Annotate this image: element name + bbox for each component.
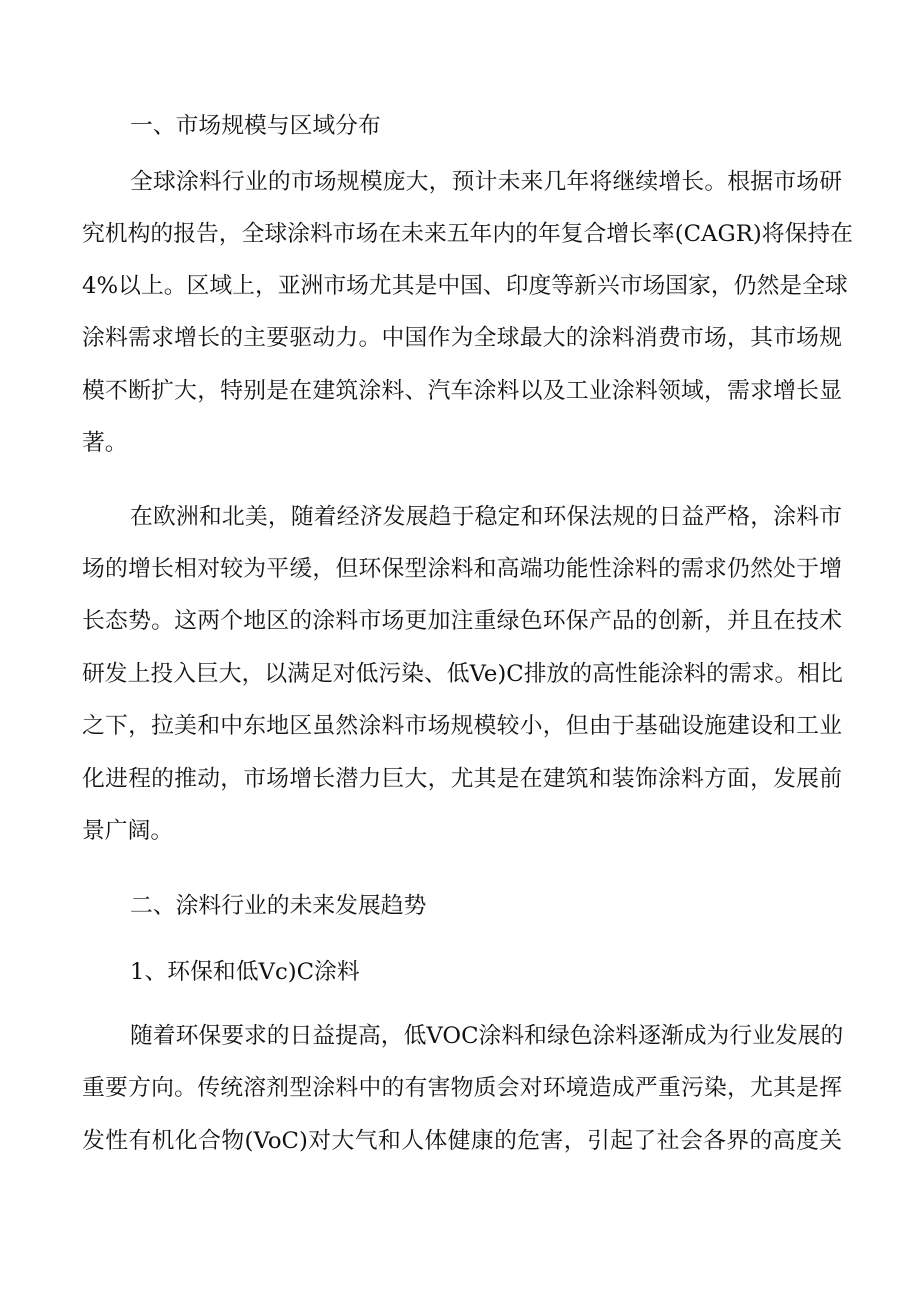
paragraph-line: 在欧洲和北美，随着经济发展趋于稳定和环保法规的日益严格，涂料市: [130, 504, 842, 530]
paragraph-line: 化进程的推动，市场增长潜力巨大，尤其是在建筑和装饰涂料方面，发展前: [82, 766, 842, 792]
paragraph-line: 全球涂料行业的市场规模庞大，预计未来几年将继续增长。根据市场研: [130, 169, 842, 195]
paragraph-line: 4%以上。区域上，亚洲市场尤其是中国、印度等新兴市场国家，仍然是全球: [82, 273, 848, 299]
paragraph-line: 景广阔。: [82, 818, 174, 844]
paragraph-line: 重要方向。传统溶剂型涂料中的有害物质会对环境造成严重污染，尤其是挥: [82, 1075, 842, 1101]
paragraph-line: 著。: [82, 430, 128, 456]
paragraph-line: 模不断扩大，特别是在建筑涂料、汽车涂料以及工业涂料领域，需求增长显: [82, 378, 842, 404]
subsection-heading-low-voc: 1、环保和低Vc)C涂料: [130, 959, 360, 985]
paragraph-line: 长态势。这两个地区的涂料市场更加注重绿色环保产品的创新，并且在技术: [82, 608, 842, 634]
section-heading-future-trends: 二、涂料行业的未来发展趋势: [130, 893, 427, 919]
paragraph-line: 随着环保要求的日益提高，低VOC涂料和绿色涂料逐渐成为行业发展的: [130, 1023, 844, 1049]
paragraph-line: 究机构的报告，全球涂料市场在未来五年内的年复合增长率(CAGR)将保持在: [82, 221, 853, 247]
paragraph-line: 研发上投入巨大，以满足对低污染、低Ve)C排放的高性能涂料的需求。相比: [82, 661, 843, 687]
paragraph-line: 场的增长相对较为平缓，但环保型涂料和高端功能性涂料的需求仍然处于增: [82, 556, 842, 582]
paragraph-line: 发性有机化合物(VoC)对大气和人体健康的危害，引起了社会各界的高度关: [82, 1128, 842, 1154]
section-heading-market-size: 一、市场规模与区域分布: [130, 113, 381, 139]
paragraph-line: 之下，拉美和中东地区虽然涂料市场规模较小，但由于基础设施建设和工业: [82, 713, 842, 739]
paragraph-line: 涂料需求增长的主要驱动力。中国作为全球最大的涂料消费市场，其市场规: [82, 325, 842, 351]
